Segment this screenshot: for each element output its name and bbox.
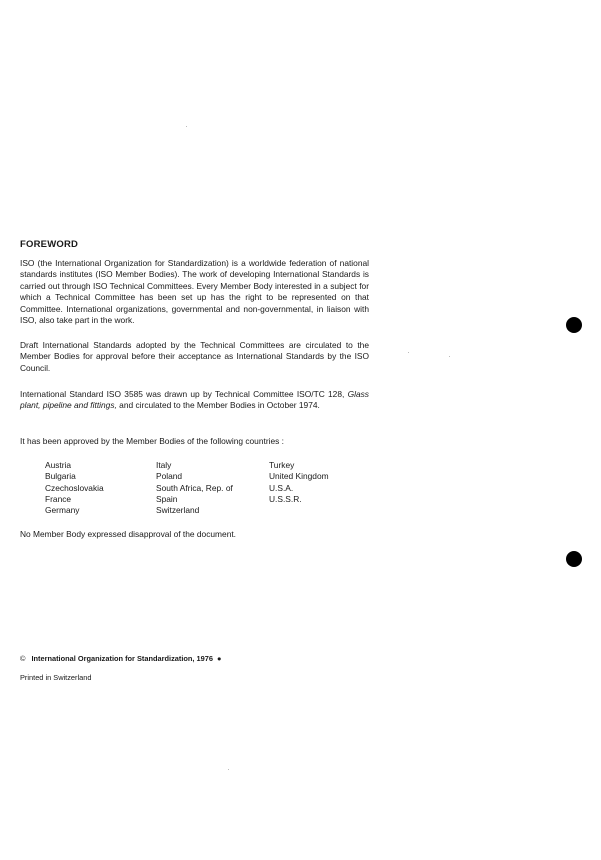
countries-column-1 [45,460,155,516]
country-item: Turkey [269,460,295,470]
country-item: Poland [156,471,183,482]
country-item: South Africa, Rep. of [156,482,233,493]
country-item: United Kingdom [269,471,329,482]
foreword-paragraph-no-disapproval: No Member Body expressed disapproval of the document. [20,529,237,539]
country-item: U.S.A. [269,482,294,493]
foreword-paragraph-iso-intro: ISO (the International Organization for Standardization) is a worldwide federation of national standards institutes (ISO Member Bodies). The work of developing International Standards is carried out through ISO Technical Committees. Every Member Body interested in a subject for which a Technical Committee has been set up has the right to be represented on that Committee. International organizations, governmental and non-governmental, in liaison with ISO, also take part in the work. [20,258,369,326]
copyright-notice [20,654,221,663]
scan-speck [449,356,450,357]
foreword-heading: FOREWORD [20,239,79,250]
country-item: Austria [45,460,72,470]
countries-column-3 [269,460,379,505]
foreword-paragraph-technical-committee [20,389,369,412]
country-item: France [45,493,72,504]
copyright-symbol: © [20,654,26,663]
scan-speck [228,769,229,770]
country-item: Czechoslovakia [45,482,104,493]
tc-text-before: International Standard ISO 3585 was drawn up by Technical Committee ISO/TC 128, [20,389,348,399]
countries-column-2 [156,460,266,516]
foreword-paragraph-approval-intro: It has been approved by the Member Bodies of the following countries : [20,436,284,446]
country-item: U.S.S.R. [269,493,302,504]
country-item: Switzerland [156,505,200,516]
tc-title-italic: Glass plant, pipeline and fittings, [20,389,369,411]
printed-in-notice: Printed in Switzerland [20,673,92,682]
punch-hole-bottom [566,551,582,567]
copyright-text: International Organization for Standardization, 1976 [31,654,213,663]
scan-speck [186,126,187,127]
country-item: Germany [45,505,80,516]
country-item: Italy [156,460,172,470]
foreword-paragraph-draft-standards: Draft International Standards adopted by the Technical Committees are circulated to the Member Bodies for approval before their acceptance as International Standards by the ISO Council. [20,340,369,373]
country-item: Spain [156,493,178,504]
scan-speck [408,352,409,353]
country-item: Bulgaria [45,471,76,482]
tc-text-after: and circulated to the Member Bodies in October 1974. [116,400,320,411]
bullet-icon: ● [216,654,222,663]
punch-hole-top [566,317,582,333]
